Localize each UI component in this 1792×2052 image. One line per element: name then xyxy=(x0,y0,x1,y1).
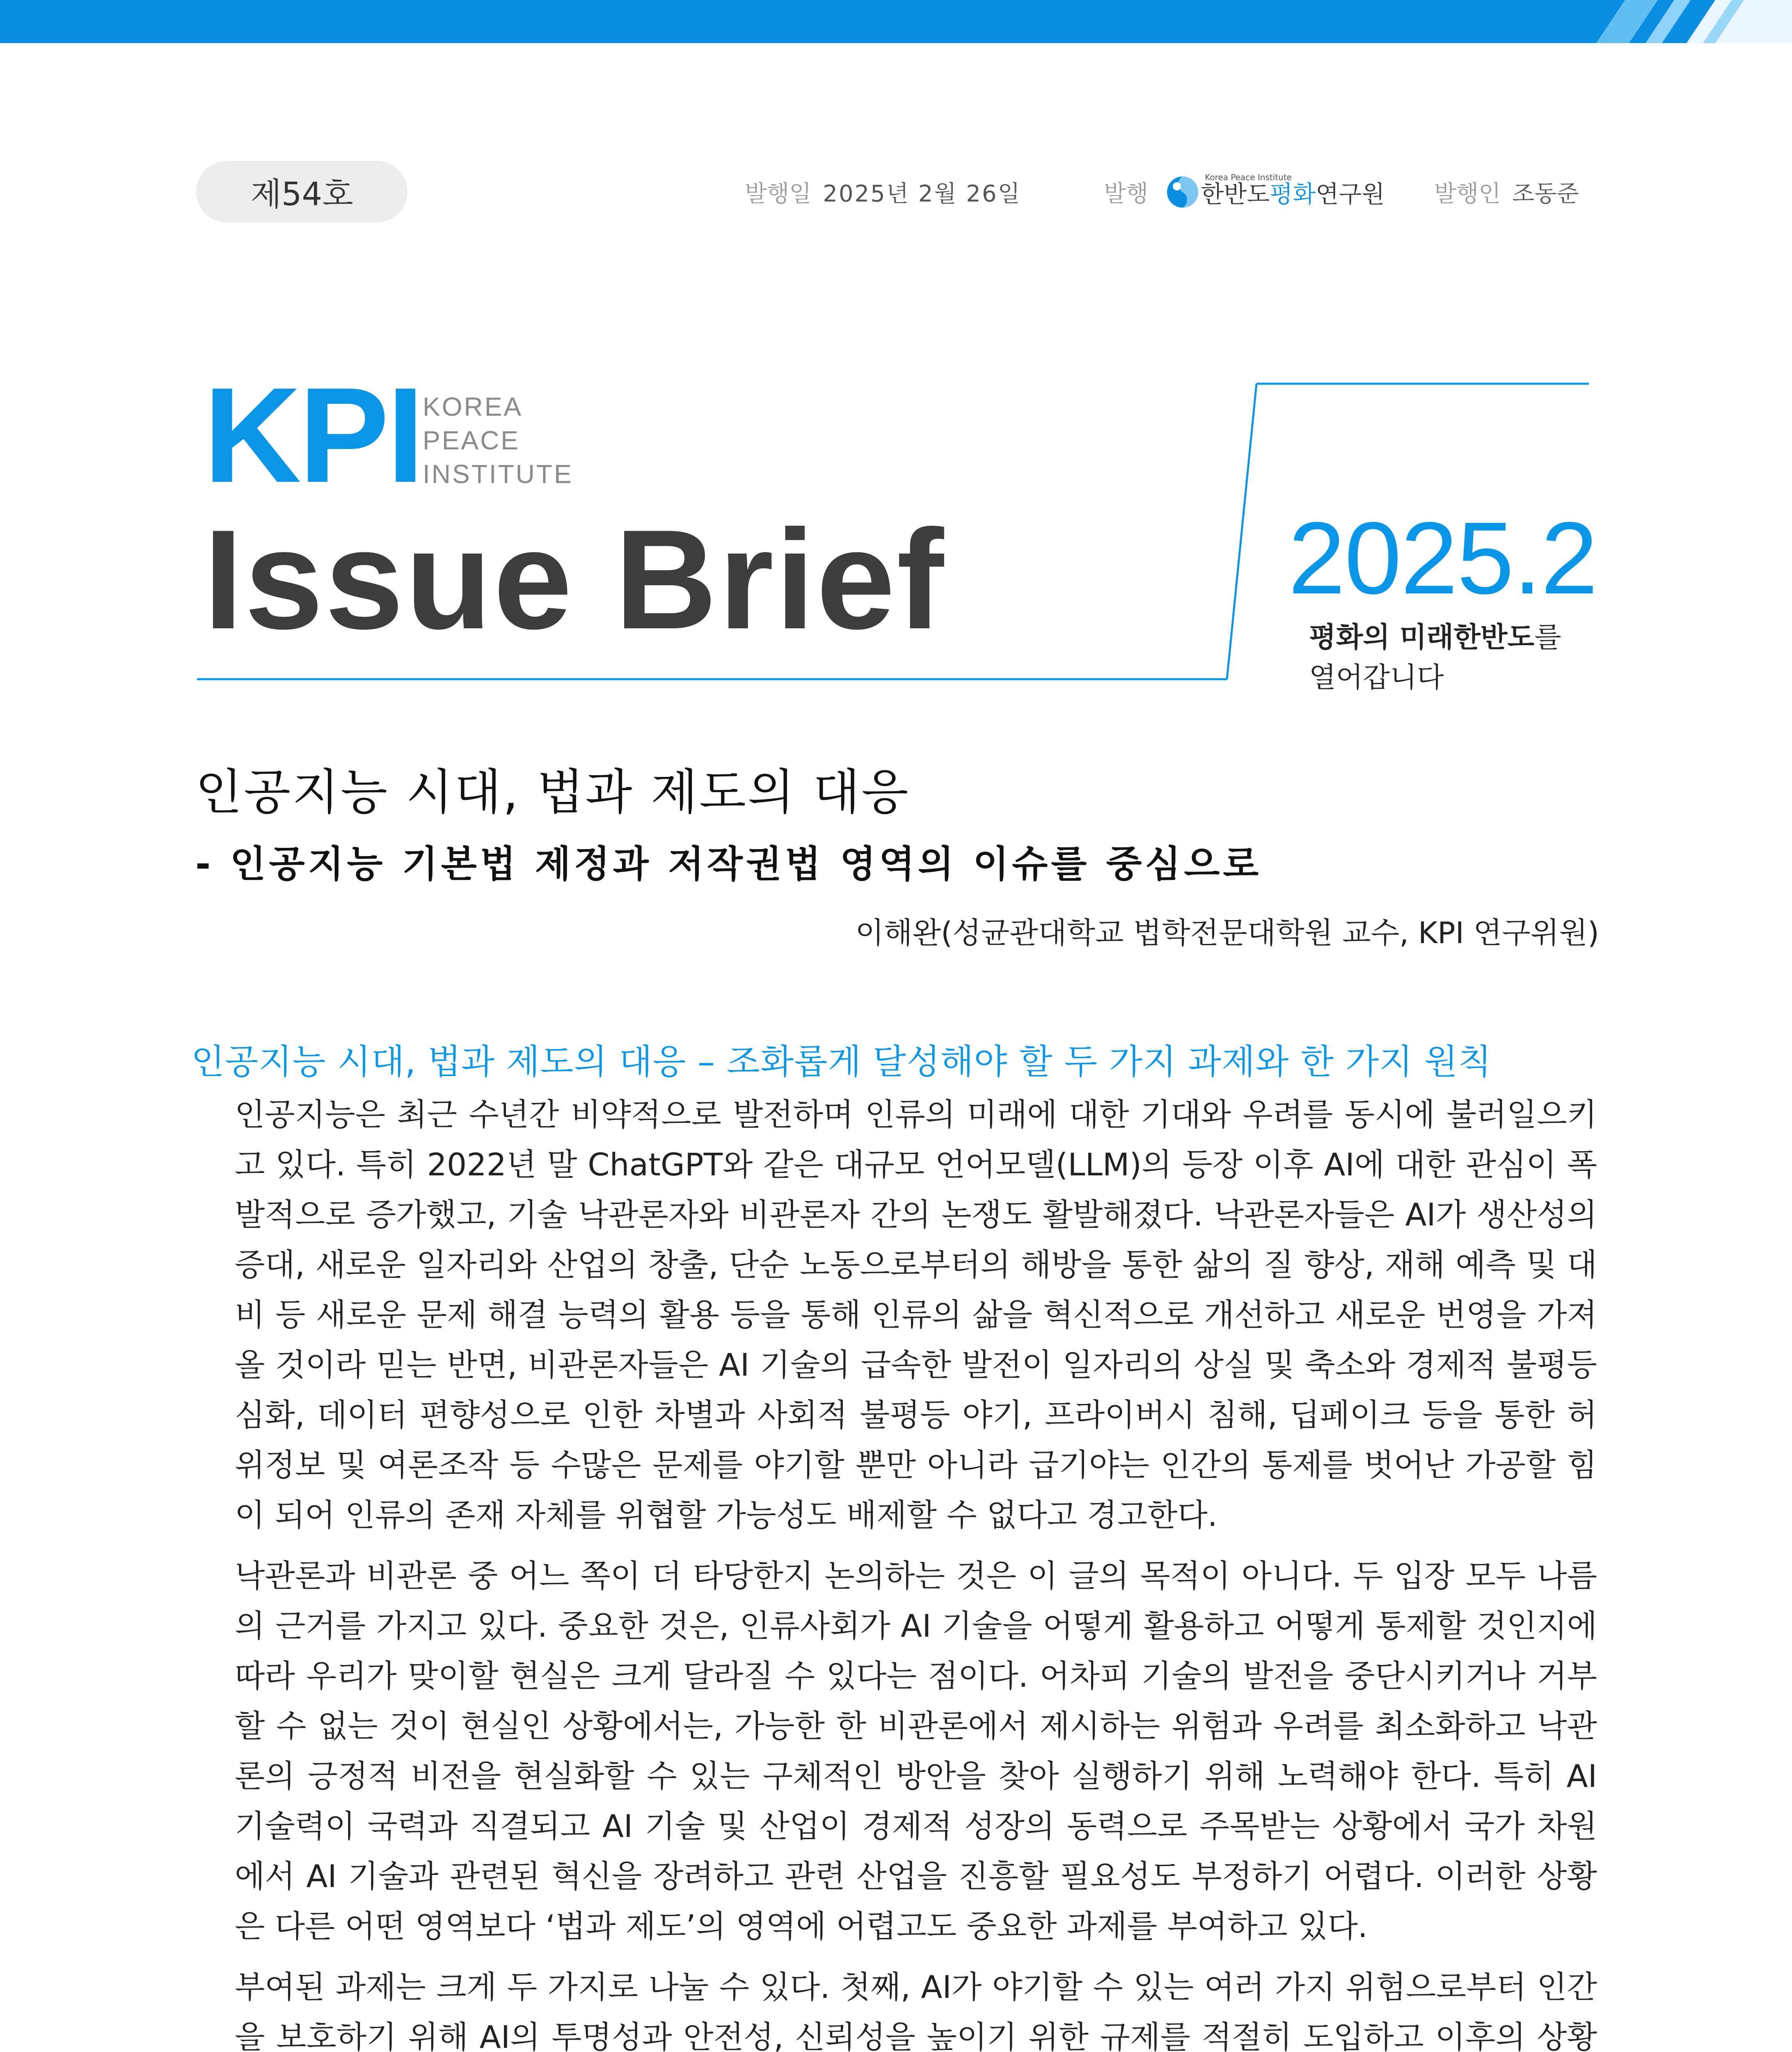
issue-number: 제54호 xyxy=(250,176,353,213)
slogan-line2: 열어갑니다 xyxy=(1309,662,1444,694)
paragraph: 인공지능은 최근 수년간 비약적으로 발전하며 인류의 미래에 대한 기대와 우려를 동시에 불러일으키고 있다. 특히 2022년 말 ChatGPT와 같은 대규모 언어모델(LLM)의 등장 이후 AI에 대한 관심이 폭발적으로 증가했고, 기술 낙관론자와 비관론자 간의 논쟁도 활발해졌다. 낙관론자들은 AI가 생산성의 증대, 새로운 일자리와 산업의 창출, 단순 노동으로부터의 해방을 통한 삶의 질 향상, 재해 예측 및 대비 등 새로운 문제 해결 능력의 활용 등을 통해 인류의 삶을 혁신적으로 개선하고 새로운 번영을 가져올 것이라 믿는 반면, 비관론자들은 AI 기술의 급속한 발전이 일자리의 상실 및 축소와 경제적 불평등 심화, 데이터 편향성으로 인한 차별과 사회적 불평등 야기, 프라이버시 침해, 딥페이크 등을 통한 허위정보 및 여론조작 등 수많은 문제를 야기할 뿐만 아니라 급기야는 인간의 통제를 벗어난 가공할 힘이 되어 인류의 존재 자체를 위협할 가능성도 배제할 수 없다고 경고한다. xyxy=(235,1096,1597,1533)
edition-date: 2025.2 xyxy=(1288,501,1597,615)
article-author: 이해완(성균관대학교 법학전문대학원 교수, KPI 연구위원) xyxy=(855,916,1599,950)
section-heading: 인공지능 시대, 법과 제도의 대응 – 조화롭게 달성해야 할 두 가지 과제와 한 가지 원칙 xyxy=(191,1042,1492,1082)
publisher-label: 발행 xyxy=(1104,181,1149,207)
article-title: 인공지능 시대, 법과 제도의 대응 xyxy=(195,764,910,820)
kpi-subtitle-line1: KOREA xyxy=(423,392,523,421)
issuer-name: 조동준 xyxy=(1512,181,1579,207)
publisher-tiny-text: Korea Peace Institute xyxy=(1205,172,1292,182)
issuer-label: 발행인 xyxy=(1434,181,1501,207)
slogan-bold: 평화의 미래한반도 xyxy=(1309,621,1535,654)
slogan-suffix: 를 xyxy=(1534,621,1561,654)
pub-date-value: 2025년 2월 26일 xyxy=(823,181,1021,207)
publisher-name-part2: 평화 xyxy=(1270,180,1316,208)
paragraph: 부여된 과제는 크게 두 가지로 나눌 수 있다. 첫째, AI가 야기할 수 있는 여러 가지 위험으로부터 인간을 보호하기 위해 AI의 투명성과 안전성, 신뢰성을 높이기 위한 규제를 적절히 도입하고 이후의 상황 xyxy=(235,1969,1597,2052)
kpi-subtitle-line2: PEACE xyxy=(423,426,520,455)
kpi-logo-text: KPI xyxy=(204,359,422,511)
series-title: Issue Brief xyxy=(204,501,946,659)
publisher-name-part3: 연구원 xyxy=(1316,180,1385,208)
article-body xyxy=(235,1090,1597,2052)
pub-date-label: 발행일 xyxy=(745,181,812,207)
paragraph: 낙관론과 비관론 중 어느 쪽이 더 타당한지 논의하는 것은 이 글의 목적이 아니다. 두 입장 모두 나름의 근거를 가지고 있다. 중요한 것은, 인류사회가 AI 기술을 어떻게 활용하고 어떻게 통제할 것인지에 따라 우리가 맞이할 현실은 크게 달라질 수 있다는 점이다. 어차피 기술의 발전을 중단시키거나 거부할 수 없는 것이 현실인 상황에서는, 가능한 한 비관론에서 제시하는 위험과 우려를 최소화하고 낙관론의 긍정적 비전을 현실화할 수 있는 구체적인 방안을 찾아 실행하기 위해 노력해야 한다. 특히 AI 기술력이 국력과 직결되고 AI 기술 및 산업이 경제적 성장의 동력으로 주목받는 상황에서 국가 차원에서 AI 기술과 관련된 혁신을 장려하고 관련 산업을 진흥할 필요성도 부정하기 어렵다. 이러한 상황은 다른 어떤 영역보다 ‘법과 제도’의 영역에 어렵고도 중요한 과제를 부여하고 있다. xyxy=(235,1557,1597,1944)
article-subtitle: - 인공지능 기본법 제정과 저작권법 영역의 이슈를 중심으로 xyxy=(195,843,1262,886)
publisher-name-part1: 한반도 xyxy=(1201,180,1270,208)
kpi-subtitle-line3: INSTITUTE xyxy=(423,459,573,489)
slogan xyxy=(1309,618,1561,698)
